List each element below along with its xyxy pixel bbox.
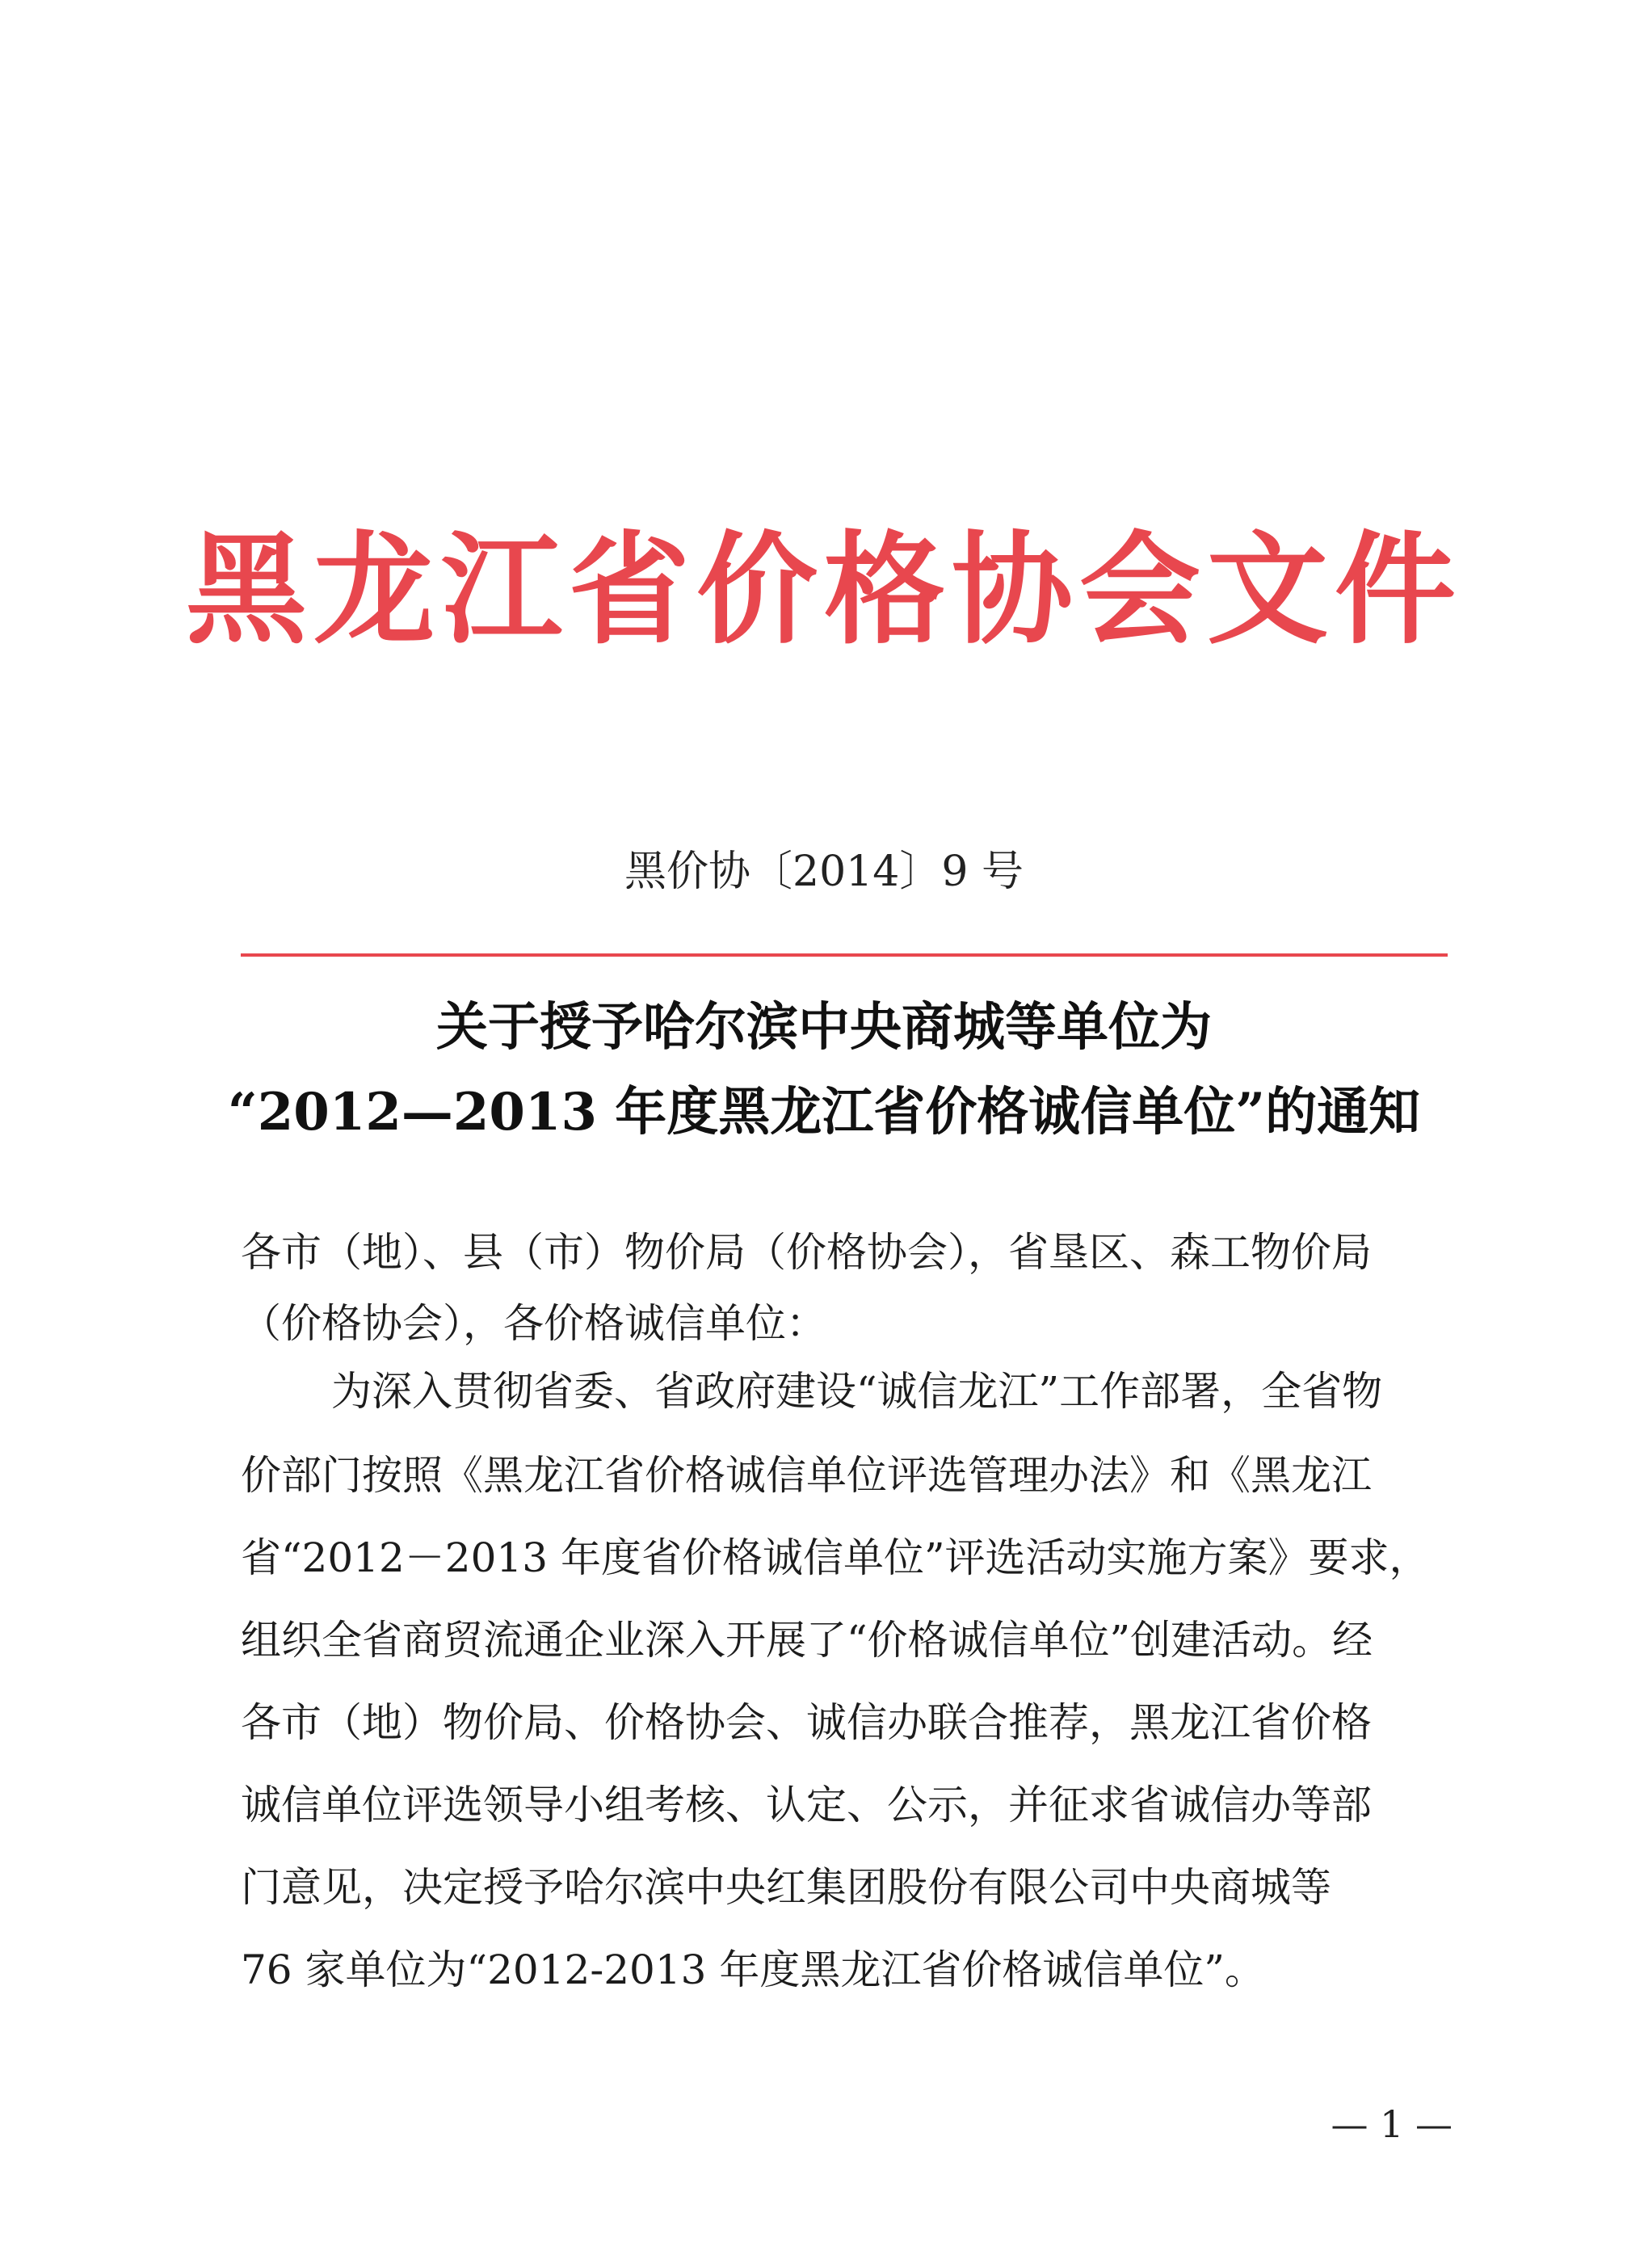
body-line-9: 门意见，决定授予哈尔滨中央红集团股份有限公司中央商城等 (241, 1864, 1331, 1911)
body-line-3: 为深入贯彻省委、省政府建设“诚信龙江”工作部署，全省物 (331, 1368, 1383, 1415)
notice-title-line-1: 关于授予哈尔滨中央商城等单位为 (436, 997, 1212, 1058)
body-line-6: 组织全省商贸流通企业深入开展了“价格诚信单位”创建活动。经 (241, 1617, 1373, 1664)
red-divider-line (241, 953, 1448, 957)
body-line-8: 诚信单位评选领导小组考核、认定、公示，并征求省诚信办等部 (241, 1782, 1372, 1828)
body-line-5: 省“2012－2013 年度省价格诚信单位”评选活动实施方案》要求， (241, 1534, 1430, 1581)
body-line-10: 76 家单位为“2012-2013 年度黑龙江省价格诚信单位”。 (241, 1946, 1265, 1993)
body-line-2: （价格协会），各价格诚信单位： (241, 1300, 826, 1347)
body-line-1: 各市（地）、县（市）物价局（价格协会），省垦区、森工物价局 (241, 1229, 1372, 1276)
issuer-header-title: 黑龙江省价格协会文件 (185, 519, 1462, 661)
document-number: 黑价协〔2014〕9 号 (624, 848, 1024, 896)
body-line-4: 价部门按照《黑龙江省价格诚信单位评选管理办法》和《黑龙江 (241, 1452, 1372, 1499)
body-line-7: 各市（地）物价局、价格协会、诚信办联合推荐，黑龙江省价格 (241, 1699, 1372, 1746)
notice-title-line-2: “2012—2013 年度黑龙江省价格诚信单位”的通知 (227, 1082, 1421, 1142)
page-number: — 1 — (1331, 2102, 1453, 2146)
